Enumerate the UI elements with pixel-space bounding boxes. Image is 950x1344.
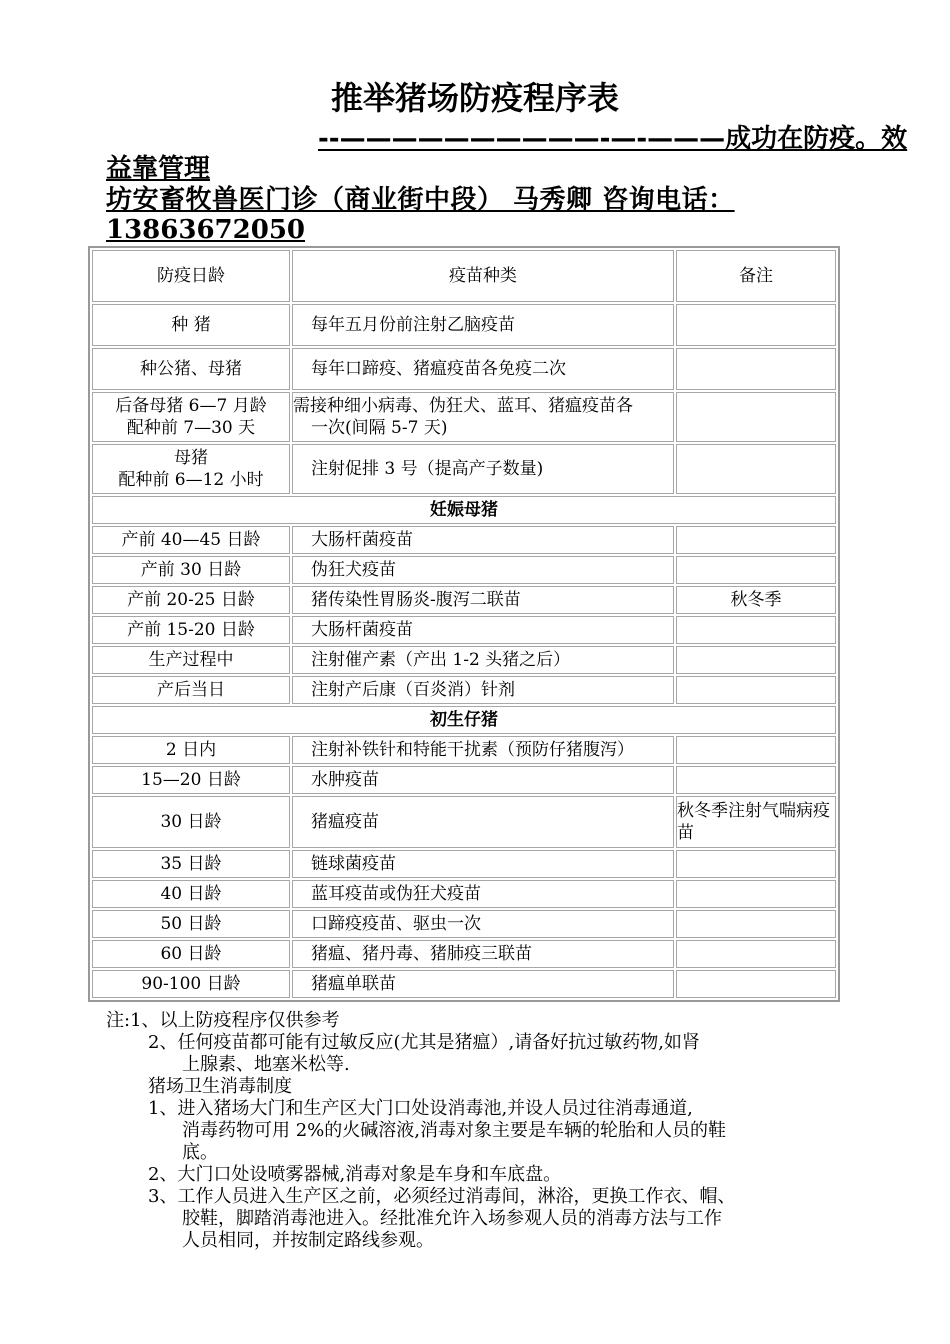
vaccine-cell [292, 392, 674, 442]
age-cell: 30 日龄 [92, 796, 290, 848]
note-line: 人员相同，并按制定路线参观。 [182, 1230, 434, 1251]
age-cell: 40 日龄 [92, 880, 290, 908]
age-cell: 产前 20-25 日龄 [92, 586, 290, 614]
vaccine-cell: 注射产后康（百炎消）针剂 [292, 676, 674, 704]
document-title: 推举猪场防疫程序表 [330, 79, 619, 117]
note-line: 底。 [182, 1142, 218, 1163]
note-cell [676, 676, 836, 704]
note-cell [676, 970, 836, 998]
note-cell [676, 556, 836, 584]
note-cell [676, 880, 836, 908]
note-cell [676, 646, 836, 674]
vaccine-cell: 注射催产素（产出 1-2 头猪之后） [292, 646, 674, 674]
note-cell: 秋冬季注射气喘病疫苗 [676, 796, 836, 848]
table-row [92, 304, 836, 346]
vaccine-cell: 口蹄疫疫苗、驱虫一次 [292, 910, 674, 938]
section-row-pregnant-sows [92, 496, 836, 524]
notes-section [106, 1010, 886, 1252]
vaccination-schedule-table [88, 246, 840, 1002]
header-note: 备注 [676, 250, 836, 302]
vaccine-cell: 猪瘟、猪丹毒、猪肺疫三联苗 [292, 940, 674, 968]
age-cell: 50 日龄 [92, 910, 290, 938]
note-line: 消毒药物可用 2%的火碱溶液,消毒对象主要是车辆的轮胎和人员的鞋 [182, 1120, 726, 1141]
note-cell [676, 616, 836, 644]
vaccine-cell: 伪狂犬疫苗 [292, 556, 674, 584]
age-cell: 产后当日 [92, 676, 290, 704]
vaccine-cell: 蓝耳疫苗或伪狂犬疫苗 [292, 880, 674, 908]
age-cell: 产前 30 日龄 [92, 556, 290, 584]
table-row [92, 616, 836, 644]
note-cell [676, 910, 836, 938]
note-line: 1、进入猪场大门和生产区大门口处设消毒池,并设人员过往消毒通道, [148, 1098, 693, 1119]
table-header-row [92, 250, 836, 302]
table-row [92, 796, 836, 848]
vaccine-cell: 每年口蹄疫、猪瘟疫苗各免疫二次 [292, 348, 674, 390]
note-line: 注:1、以上防疫程序仅供参考 [106, 1010, 340, 1031]
vaccine-cell: 猪瘟疫苗 [292, 796, 674, 848]
table-row [92, 910, 836, 938]
slogan-line-continued: 益靠管理 [106, 154, 211, 184]
table-row [92, 646, 836, 674]
note-line: 2、任何疫苗都可能有过敏反应(尤其是猪瘟）,请备好抗过敏药物,如肾 [148, 1032, 700, 1053]
note-cell [676, 736, 836, 764]
note-line: 上腺素、地塞米松等. [182, 1054, 350, 1075]
age-cell: 15—20 日龄 [92, 766, 290, 794]
age-cell: 2 日内 [92, 736, 290, 764]
age-cell: 35 日龄 [92, 850, 290, 878]
note-cell [676, 850, 836, 878]
table-row [92, 526, 836, 554]
note-cell [676, 940, 836, 968]
vaccine-cell: 注射补铁针和特能干扰素（预防仔猪腹泻） [292, 736, 674, 764]
table-row [92, 970, 836, 998]
age-line-2: 配种前 7—30 天 [126, 418, 256, 438]
vaccine-cell: 水肿疫苗 [292, 766, 674, 794]
slogan-line: --——————————-—-———成功在防疫。效 [318, 124, 908, 154]
section-title: 妊娠母猪 [92, 496, 836, 524]
age-cell: 60 日龄 [92, 940, 290, 968]
vaccine-cell: 猪传染性胃肠炎-腹泻二联苗 [292, 586, 674, 614]
age-cell: 种 猪 [92, 304, 290, 346]
table-row [92, 940, 836, 968]
age-cell [92, 444, 290, 494]
phone-number: 13863672050 [106, 215, 305, 245]
table-row [92, 586, 836, 614]
age-cell: 生产过程中 [92, 646, 290, 674]
table-row [92, 392, 836, 442]
note-line: 3、工作人员进入生产区之前，必须经过消毒间，淋浴，更换工作衣、帽、 [148, 1186, 736, 1207]
age-line-1: 后备母猪 6—7 月龄 [115, 396, 267, 416]
vaccine-cell: 注射促排 3 号（提高产子数量) [292, 444, 674, 494]
section-row-newborn-piglets [92, 706, 836, 734]
vaccine-cell: 链球菌疫苗 [292, 850, 674, 878]
age-line-2: 配种前 6—12 小时 [118, 470, 264, 490]
table-row [92, 880, 836, 908]
note-line: 2、大门口处设喷雾器械,消毒对象是车身和车底盘。 [148, 1164, 562, 1185]
table-row [92, 850, 836, 878]
note-cell [676, 526, 836, 554]
note-line: 胶鞋，脚踏消毒池进入。经批准允许入场参观人员的消毒方法与工作 [182, 1208, 722, 1229]
table-row [92, 556, 836, 584]
age-cell: 种公猪、母猪 [92, 348, 290, 390]
age-cell: 90-100 日龄 [92, 970, 290, 998]
header-age: 防疫日龄 [92, 250, 290, 302]
note-cell: 秋冬季 [676, 586, 836, 614]
age-line-1: 母猪 [174, 448, 208, 468]
age-cell [92, 392, 290, 442]
table-row [92, 348, 836, 390]
note-cell [676, 444, 836, 494]
table-row [92, 736, 836, 764]
vaccine-line-2: 一次(间隔 5-7 天) [311, 418, 448, 438]
header-vaccine: 疫苗种类 [292, 250, 674, 302]
note-cell [676, 392, 836, 442]
table-row [92, 766, 836, 794]
note-cell [676, 766, 836, 794]
vaccine-cell: 每年五月份前注射乙脑疫苗 [292, 304, 674, 346]
note-cell [676, 348, 836, 390]
vaccine-cell: 猪瘟单联苗 [292, 970, 674, 998]
clinic-info: 坊安畜牧兽医门诊（商业街中段） 马秀卿 咨询电话： [106, 185, 735, 215]
section-title: 初生仔猪 [92, 706, 836, 734]
age-cell: 产前 40—45 日龄 [92, 526, 290, 554]
vaccine-cell: 大肠杆菌疫苗 [292, 616, 674, 644]
note-cell [676, 304, 836, 346]
age-cell: 产前 15-20 日龄 [92, 616, 290, 644]
vaccine-line-1: 需接种细小病毒、伪狂犬、蓝耳、猪瘟疫苗各 [293, 396, 633, 416]
table-row [92, 676, 836, 704]
table-row [92, 444, 836, 494]
disinfection-heading: 猪场卫生消毒制度 [148, 1076, 292, 1097]
vaccine-cell: 大肠杆菌疫苗 [292, 526, 674, 554]
